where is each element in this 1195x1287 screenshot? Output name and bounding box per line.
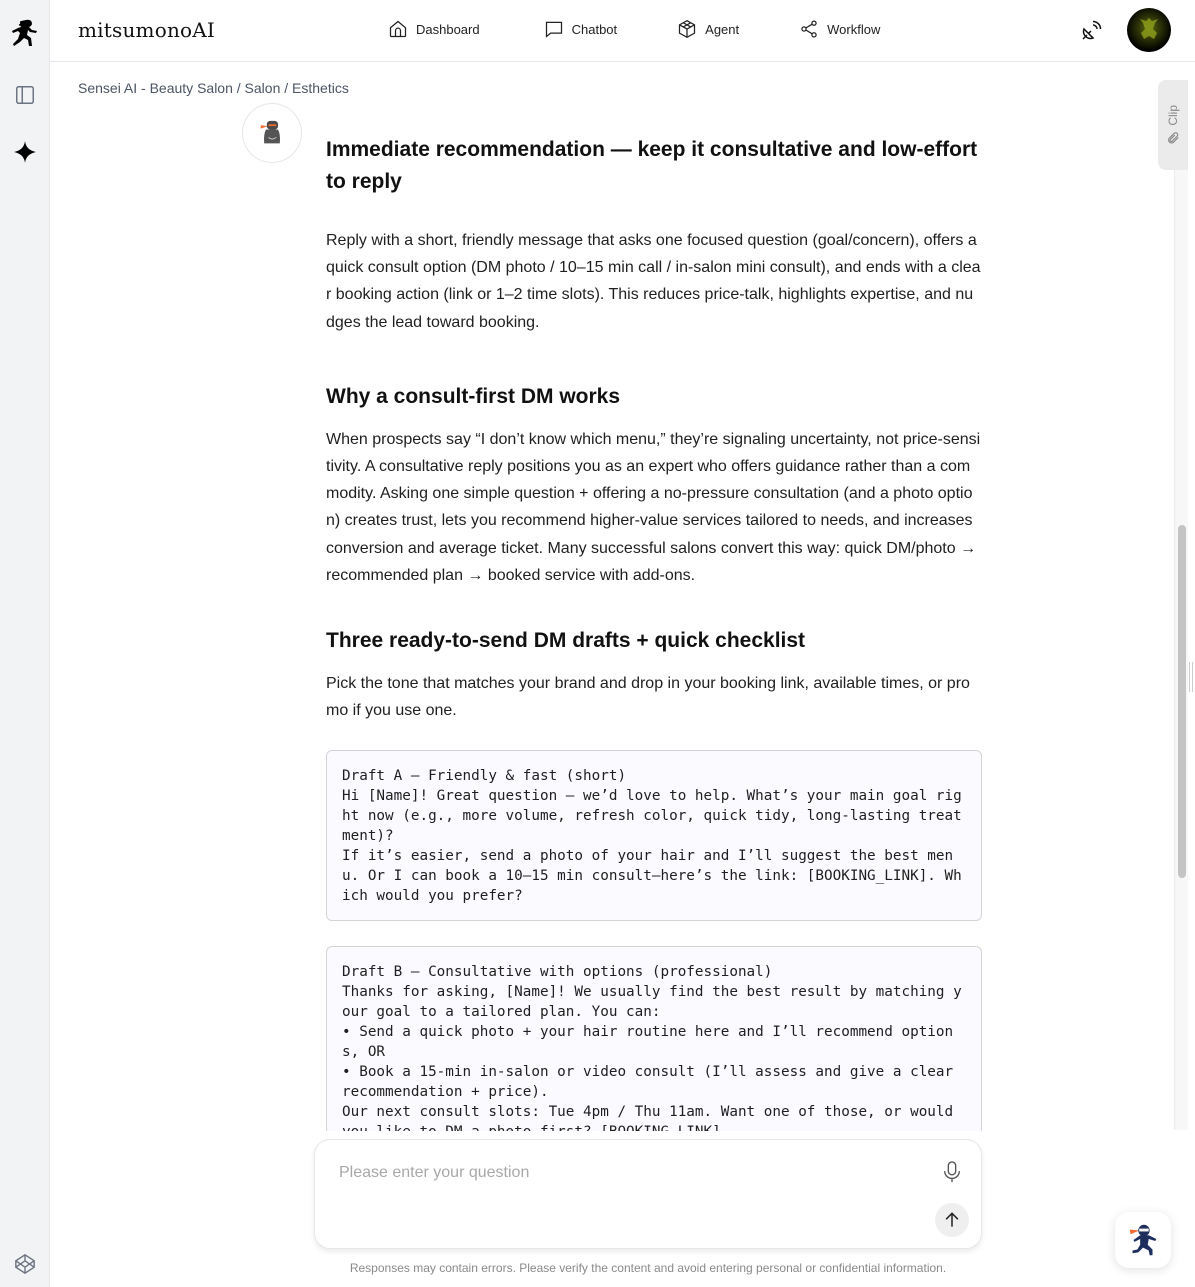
main-nav bbox=[388, 19, 880, 39]
ninja-bot-icon bbox=[259, 118, 285, 148]
assistant-fab-button[interactable] bbox=[1115, 1212, 1171, 1268]
section-body: When prospects say “I don’t know which menu,” they’re signaling uncertainty, not price-sensitivity. A consultative reply positions you as an expert who offers guidance rather than a commodity. Asking one simple question + offering a no-pressure consultation (and a photo option) creates trust, lets you recommend higher-value services tailored to needs, and increases conversion and average ticket. Many successful salons convert this way: quick DM/photo → recommended plan → booked service with add-ons. bbox=[326, 430, 981, 584]
nav-workflow-label: Workflow bbox=[827, 21, 881, 37]
brand-logo[interactable]: mitsumonoAI bbox=[78, 18, 216, 42]
bot-avatar bbox=[242, 103, 302, 163]
sidebar-toggle-icon[interactable] bbox=[13, 83, 37, 107]
question-input[interactable] bbox=[339, 1160, 919, 1186]
left-rail bbox=[0, 0, 50, 1287]
satellite-dish-icon[interactable] bbox=[1079, 19, 1103, 43]
ninja-mascot-icon bbox=[1124, 1221, 1162, 1259]
assistant-message bbox=[326, 134, 982, 1157]
breadcrumb: Sensei AI - Beauty Salon / Salon / Esthetics bbox=[78, 80, 349, 96]
section-heading: Three ready-to-send DM drafts + quick checklist bbox=[326, 629, 806, 653]
user-avatar[interactable] bbox=[1127, 8, 1171, 52]
arrow-up-icon bbox=[942, 1210, 962, 1230]
nav-workflow[interactable] bbox=[799, 19, 880, 39]
nav-chatbot-label: Chatbot bbox=[571, 21, 618, 37]
chat-composer bbox=[314, 1139, 982, 1249]
resize-handle[interactable] bbox=[1189, 662, 1193, 692]
share-nodes-icon bbox=[799, 19, 819, 39]
disclaimer-text: Responses may contain errors. Please verify the content and avoid entering personal or confidential information. bbox=[349, 1261, 947, 1275]
cube-icon bbox=[677, 19, 697, 39]
section-heading: Immediate recommendation — keep it consultative and low-effort to reply bbox=[326, 138, 978, 193]
section-body: Pick the tone that matches your brand and drop in your booking link, available times, or promo if you use one. bbox=[326, 675, 970, 720]
microphone-icon[interactable] bbox=[941, 1160, 963, 1184]
ninja-logo-icon[interactable] bbox=[9, 16, 41, 52]
section-body: Reply with a short, friendly message that asks one focused question (goal/concern), offers a quick consult option (DM photo / 10–15 min call / in-salon mini consult), and ends with a clear booking action (link or 1–2 time slots). This reduces price-talk, highlights expertise, and nudges the lead toward booking. bbox=[326, 232, 981, 331]
send-button[interactable] bbox=[935, 1203, 969, 1237]
chat-bubble-icon bbox=[544, 19, 564, 39]
top-bar bbox=[50, 0, 1195, 62]
nav-dashboard-label: Dashboard bbox=[416, 21, 480, 37]
draft-a-code-block: Draft A — Friendly & fast (short) Hi [Name]! Great question — we’d love to help. What’s your main goal right now (e.g., more volume, refresh color, quick tidy, long-lasting treatment)? If it’s easier, send a photo of your hair and I’ll suggest the best menu. Or I can book a 10–15 min consult—here’s the link: [BOOKING_LINK]. Which would you prefer? bbox=[326, 750, 982, 921]
nav-agent-label: Agent bbox=[705, 21, 740, 37]
clip-label: Clip bbox=[1166, 104, 1180, 126]
paperclip-icon bbox=[1166, 131, 1180, 145]
draft-b-code-block: Draft B — Consultative with options (professional) Thanks for asking, [Name]! We usually find the best result by matching your goal to a tailored plan. You can: • Send a quick photo + your hair routine here and I’ll recommend options, OR • Book a 15-min in-salon or video consult (I’ll assess and give a clear recommendation + price). Our next consult slots: Tue 4pm / Thu 11am. Want one of those, or would bbox=[326, 946, 982, 1157]
section-heading: Why a consult-first DM works bbox=[326, 384, 621, 408]
codepen-cube-icon[interactable] bbox=[13, 1252, 37, 1276]
sparkle-icon[interactable] bbox=[13, 140, 37, 164]
home-icon bbox=[388, 19, 408, 39]
scrollbar-thumb[interactable] bbox=[1178, 525, 1186, 878]
nav-dashboard[interactable] bbox=[388, 19, 480, 39]
nav-agent[interactable] bbox=[677, 19, 739, 39]
nav-chatbot[interactable] bbox=[544, 19, 618, 39]
clip-tab[interactable] bbox=[1158, 80, 1188, 170]
